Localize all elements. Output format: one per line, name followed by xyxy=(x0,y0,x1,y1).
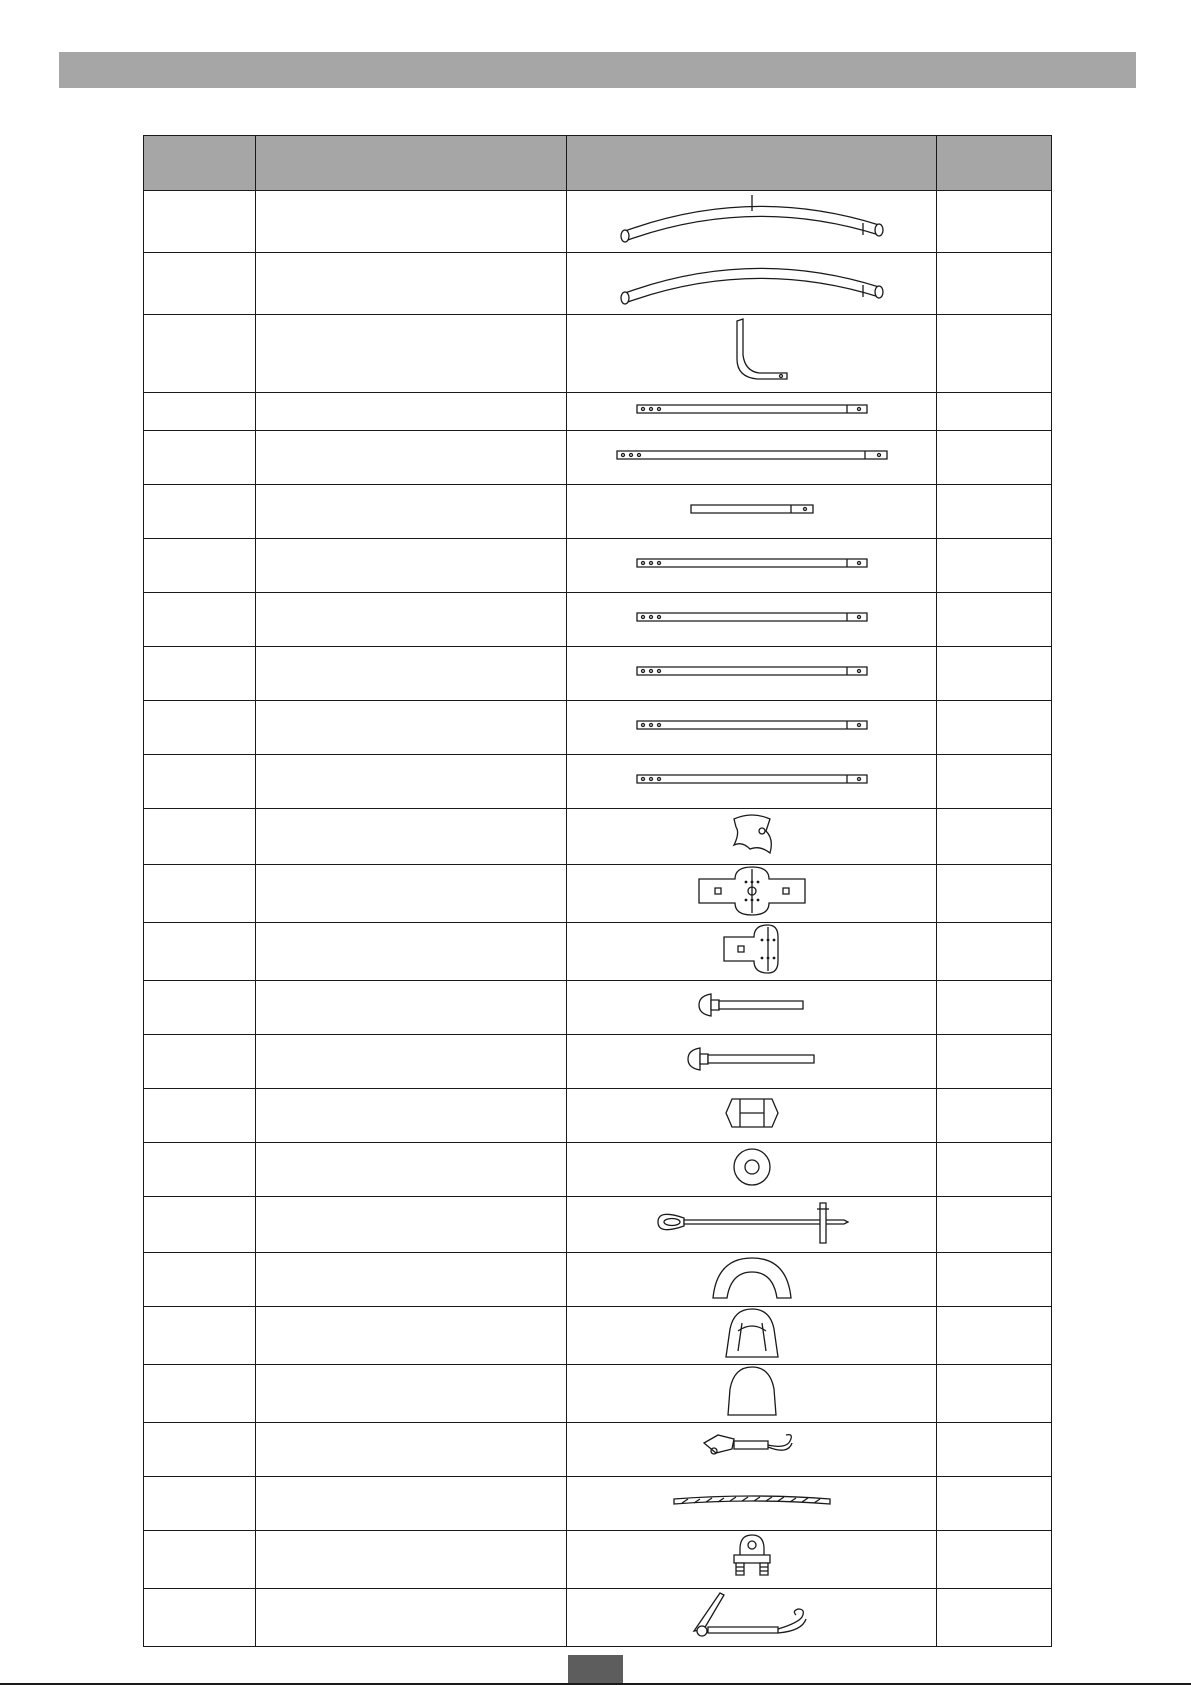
part-qty-cell xyxy=(937,1253,1052,1307)
part-picture-cell xyxy=(567,1035,937,1089)
table-row xyxy=(144,315,1052,393)
hex-nut-icon xyxy=(724,1095,780,1131)
part-picture-cell xyxy=(567,1307,937,1365)
straight-tube-icon xyxy=(634,610,870,624)
part-picture-cell xyxy=(567,865,937,923)
part-id-cell xyxy=(144,1589,256,1647)
part-picture-cell xyxy=(567,1143,937,1197)
tensioner-hook-icon xyxy=(690,1589,814,1641)
table-row xyxy=(144,1589,1052,1647)
part-id-cell xyxy=(144,485,256,539)
part-qty-cell xyxy=(937,1197,1052,1253)
ratchet-strap-icon xyxy=(700,1429,804,1465)
part-name-cell xyxy=(256,315,567,393)
table-row xyxy=(144,393,1052,431)
part-id-cell xyxy=(144,981,256,1035)
part-picture-cell xyxy=(567,701,937,755)
straight-tube-icon xyxy=(634,402,870,416)
table-row xyxy=(144,1253,1052,1307)
part-id-cell xyxy=(144,701,256,755)
part-id-cell xyxy=(144,253,256,315)
part-name-cell xyxy=(256,1307,567,1365)
washer-icon xyxy=(731,1146,773,1188)
table-row xyxy=(144,809,1052,865)
curved-tube-with-mark-icon xyxy=(617,191,887,247)
table-row xyxy=(144,1423,1052,1477)
part-name-cell xyxy=(256,1423,567,1477)
table-row xyxy=(144,923,1052,981)
part-picture-cell xyxy=(567,485,937,539)
pole-cup-bracket-icon xyxy=(722,809,782,859)
table-header-row xyxy=(144,136,1052,191)
part-picture-cell xyxy=(567,981,937,1035)
part-picture-cell xyxy=(567,1365,937,1423)
part-name-cell xyxy=(256,1589,567,1647)
table-row xyxy=(144,1089,1052,1143)
part-name-cell xyxy=(256,865,567,923)
table-row xyxy=(144,1143,1052,1197)
table-row xyxy=(144,755,1052,809)
header-qty xyxy=(937,136,1052,191)
part-name-cell xyxy=(256,593,567,647)
straight-tube-icon xyxy=(634,664,870,678)
table-row xyxy=(144,1365,1052,1423)
part-picture-cell xyxy=(567,593,937,647)
part-id-cell xyxy=(144,647,256,701)
part-qty-cell xyxy=(937,923,1052,981)
part-qty-cell xyxy=(937,1423,1052,1477)
part-name-cell xyxy=(256,1253,567,1307)
part-qty-cell xyxy=(937,393,1052,431)
part-name-cell xyxy=(256,647,567,701)
part-id-cell xyxy=(144,755,256,809)
part-id-cell xyxy=(144,1531,256,1589)
part-qty-cell xyxy=(937,485,1052,539)
part-qty-cell xyxy=(937,1531,1052,1589)
parts-table xyxy=(143,135,1052,1647)
part-picture-cell xyxy=(567,809,937,865)
short-bolt-icon xyxy=(697,990,807,1020)
table-row xyxy=(144,981,1052,1035)
part-qty-cell xyxy=(937,865,1052,923)
part-qty-cell xyxy=(937,1477,1052,1531)
part-name-cell xyxy=(256,485,567,539)
arch-cover-icon xyxy=(709,1254,795,1300)
part-name-cell xyxy=(256,431,567,485)
table-row xyxy=(144,1307,1052,1365)
part-id-cell xyxy=(144,191,256,253)
long-bolt-icon xyxy=(686,1044,818,1074)
part-id-cell xyxy=(144,865,256,923)
bent-pole-icon xyxy=(707,315,797,387)
table-row xyxy=(144,1197,1052,1253)
part-id-cell xyxy=(144,1423,256,1477)
part-qty-cell xyxy=(937,755,1052,809)
part-picture-cell xyxy=(567,315,937,393)
part-id-cell xyxy=(144,393,256,431)
table-row xyxy=(144,865,1052,923)
part-qty-cell xyxy=(937,593,1052,647)
ground-anchor-icon xyxy=(654,1197,850,1247)
end-cap-icon xyxy=(720,1307,784,1359)
round-cap-icon xyxy=(724,1365,780,1417)
part-picture-cell xyxy=(567,1197,937,1253)
part-picture-cell xyxy=(567,1589,937,1647)
header-id xyxy=(144,136,256,191)
part-name-cell xyxy=(256,191,567,253)
part-qty-cell xyxy=(937,191,1052,253)
part-name-cell xyxy=(256,1365,567,1423)
part-qty-cell xyxy=(937,1089,1052,1143)
part-picture-cell xyxy=(567,1423,937,1477)
part-name-cell xyxy=(256,1089,567,1143)
part-qty-cell xyxy=(937,1143,1052,1197)
part-id-cell xyxy=(144,1365,256,1423)
straight-tube-icon xyxy=(634,556,870,570)
wire-clamp-icon xyxy=(726,1531,778,1583)
part-qty-cell xyxy=(937,1589,1052,1647)
table-row xyxy=(144,485,1052,539)
long-straight-tube-icon xyxy=(614,448,890,462)
part-name-cell xyxy=(256,981,567,1035)
part-name-cell xyxy=(256,755,567,809)
part-qty-cell xyxy=(937,1307,1052,1365)
table-row xyxy=(144,191,1052,253)
part-name-cell xyxy=(256,809,567,865)
cross-connector-plate-icon xyxy=(695,865,809,917)
part-id-cell xyxy=(144,1089,256,1143)
part-picture-cell xyxy=(567,1477,937,1531)
table-row xyxy=(144,647,1052,701)
part-id-cell xyxy=(144,1197,256,1253)
part-id-cell xyxy=(144,539,256,593)
table-row xyxy=(144,593,1052,647)
part-name-cell xyxy=(256,923,567,981)
part-picture-cell xyxy=(567,1253,937,1307)
part-id-cell xyxy=(144,1035,256,1089)
t-connector-plate-icon xyxy=(720,923,784,975)
part-qty-cell xyxy=(937,701,1052,755)
curved-tube-icon xyxy=(617,253,887,309)
table-row xyxy=(144,539,1052,593)
table-row xyxy=(144,1035,1052,1089)
part-qty-cell xyxy=(937,1365,1052,1423)
top-banner xyxy=(59,52,1136,88)
rope-icon xyxy=(672,1491,832,1511)
header-picture xyxy=(567,136,937,191)
part-name-cell xyxy=(256,539,567,593)
part-name-cell xyxy=(256,1035,567,1089)
part-qty-cell xyxy=(937,539,1052,593)
part-qty-cell xyxy=(937,431,1052,485)
part-id-cell xyxy=(144,315,256,393)
table-row xyxy=(144,701,1052,755)
part-picture-cell xyxy=(567,431,937,485)
part-name-cell xyxy=(256,1477,567,1531)
part-qty-cell xyxy=(937,315,1052,393)
part-picture-cell xyxy=(567,1531,937,1589)
part-picture-cell xyxy=(567,923,937,981)
part-picture-cell xyxy=(567,191,937,253)
part-id-cell xyxy=(144,923,256,981)
straight-tube-icon xyxy=(634,718,870,732)
part-name-cell xyxy=(256,701,567,755)
part-name-cell xyxy=(256,1197,567,1253)
part-qty-cell xyxy=(937,981,1052,1035)
part-id-cell xyxy=(144,809,256,865)
part-name-cell xyxy=(256,253,567,315)
part-qty-cell xyxy=(937,647,1052,701)
part-id-cell xyxy=(144,431,256,485)
part-id-cell xyxy=(144,1143,256,1197)
part-picture-cell xyxy=(567,539,937,593)
table-row xyxy=(144,1477,1052,1531)
table-row xyxy=(144,253,1052,315)
header-name xyxy=(256,136,567,191)
part-id-cell xyxy=(144,1253,256,1307)
part-qty-cell xyxy=(937,809,1052,865)
part-name-cell xyxy=(256,1531,567,1589)
part-picture-cell xyxy=(567,1089,937,1143)
part-qty-cell xyxy=(937,1035,1052,1089)
straight-tube-icon xyxy=(634,772,870,786)
part-qty-cell xyxy=(937,253,1052,315)
table-row xyxy=(144,431,1052,485)
part-id-cell xyxy=(144,1477,256,1531)
part-name-cell xyxy=(256,393,567,431)
part-name-cell xyxy=(256,1143,567,1197)
short-tube-icon xyxy=(688,502,816,516)
part-picture-cell xyxy=(567,253,937,315)
part-picture-cell xyxy=(567,755,937,809)
page-number-tab xyxy=(568,1655,623,1685)
part-id-cell xyxy=(144,1307,256,1365)
part-picture-cell xyxy=(567,393,937,431)
part-picture-cell xyxy=(567,647,937,701)
part-id-cell xyxy=(144,593,256,647)
table-row xyxy=(144,1531,1052,1589)
